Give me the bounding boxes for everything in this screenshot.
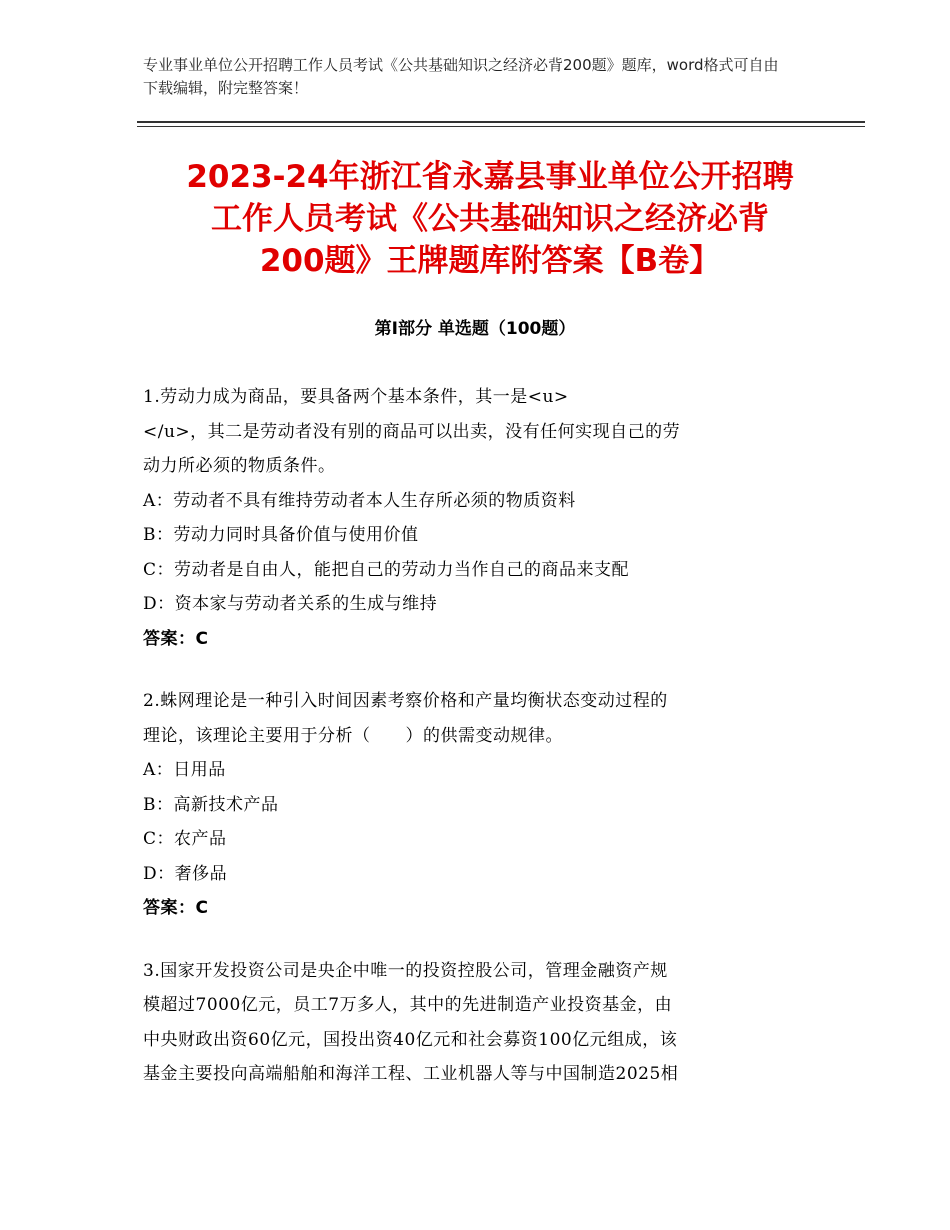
document-title <box>120 156 860 282</box>
question-2 <box>143 684 808 926</box>
question-stem-line: 中央财政出资60亿元，国投出资40亿元和社会募资100亿元组成，该 <box>143 1029 678 1050</box>
question-1 <box>143 380 808 656</box>
question-stem-line: 理论，该理论主要用于分析（ ）的供需变动规律。 <box>143 725 563 746</box>
question-stem-line: 动力所必须的物质条件。 <box>143 456 336 476</box>
option-d: D：资本家与劳动者关系的生成与维持 <box>143 594 438 614</box>
option-b: B：高新技术产品 <box>143 794 279 815</box>
question-stem-line: 模超过7000亿元，员工7万多人，其中的先进制造产业投资基金，由 <box>143 995 673 1015</box>
answer-label: 答案：C <box>143 628 209 649</box>
question-stem-line: 1.劳动力成为商品，要具备两个基本条件，其一是<u> <box>143 387 569 407</box>
question-stem-line: 3.国家开发投资公司是央企中唯一的投资控股公司，管理金融资产规 <box>143 960 668 981</box>
answer-label: 答案：C <box>143 898 209 918</box>
question-3 <box>143 954 808 1092</box>
header-rule-thick <box>137 121 865 123</box>
option-a: A：日用品 <box>143 760 226 780</box>
option-a: A：劳动者不具有维持劳动者本人生存所必须的物质资料 <box>143 490 576 511</box>
title-line: 工作人员考试《公共基础知识之经济必背 <box>211 201 769 237</box>
option-d: D：奢侈品 <box>143 863 228 884</box>
title-line: 2023-24年浙江省永嘉县事业单位公开招聘 <box>186 159 794 195</box>
option-b: B：劳动力同时具备价值与使用价值 <box>143 525 419 545</box>
option-c: C：农产品 <box>143 829 227 849</box>
option-c: C：劳动者是自由人，能把自己的劳动力当作自己的商品来支配 <box>143 559 630 580</box>
header-rule-thin <box>137 126 865 127</box>
question-stem-line: 基金主要投向高端船舶和海洋工程、工业机器人等与中国制造2025相 <box>143 1064 679 1084</box>
title-line: 200题》王牌题库附答案【B卷】 <box>259 243 721 279</box>
question-stem-line: 2.蛛网理论是一种引入时间因素考察价格和产量均衡状态变动过程的 <box>143 691 668 711</box>
header-note: 专业事业单位公开招聘工作人员考试《公共基础知识之经济必背200题》题库，word格式可自由下载编辑，附完整答案！ <box>143 56 779 97</box>
section-title: 第Ⅰ部分 单选题（100题） <box>374 319 576 339</box>
question-list <box>143 380 808 1120</box>
question-stem-line: </u>，其二是劳动者没有别的商品可以出卖，没有任何实现自己的劳 <box>143 421 681 442</box>
